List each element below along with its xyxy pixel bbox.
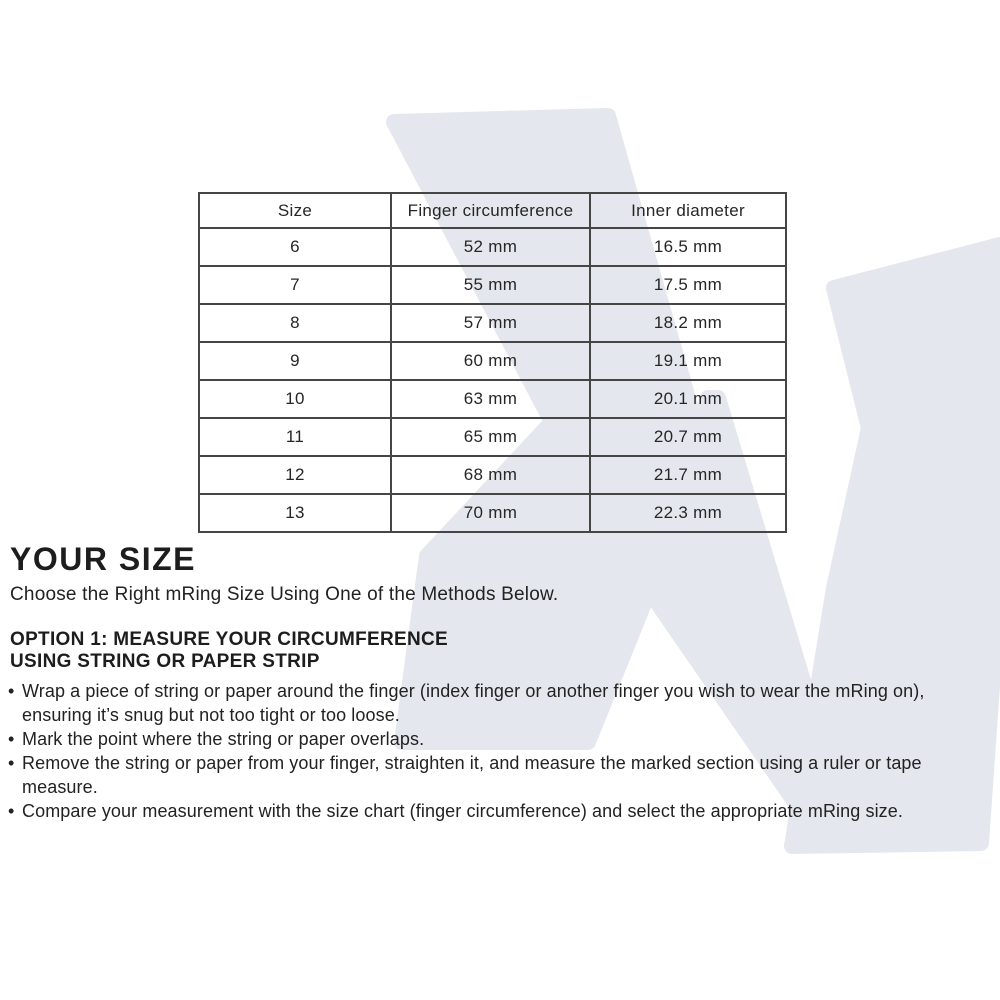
table-row — [199, 304, 786, 342]
table-row — [199, 228, 786, 266]
option1-heading-line2: USING STRING OR PAPER STRIP — [10, 651, 320, 672]
bullet-icon: • — [8, 801, 15, 821]
size-cell: 10 — [199, 380, 391, 418]
page-title: YOUR SIZE — [10, 541, 196, 577]
diameter-cell: 17.5 mm — [590, 266, 786, 304]
instruction-text: Wrap a piece of string or paper around the finger (index finger or another finger you wish to wear the mRing on), ensuring it’s snug but not too tight or too loose. — [22, 681, 925, 725]
circumference-cell: 65 mm — [391, 418, 590, 456]
instruction-text: Mark the point where the string or paper overlaps. — [22, 729, 425, 749]
size-chart — [198, 192, 787, 533]
diameter-cell: 18.2 mm — [590, 304, 786, 342]
circumference-cell: 68 mm — [391, 456, 590, 494]
circumference-cell: 52 mm — [391, 228, 590, 266]
bullet-icon: • — [8, 681, 15, 701]
size-cell: 7 — [199, 266, 391, 304]
diameter-cell: 22.3 mm — [590, 494, 786, 532]
table-row — [199, 380, 786, 418]
table-row — [199, 266, 786, 304]
list-item — [8, 727, 954, 751]
size-cell: 8 — [199, 304, 391, 342]
size-cell: 12 — [199, 456, 391, 494]
size-cell: 13 — [199, 494, 391, 532]
diameter-cell: 21.7 mm — [590, 456, 786, 494]
subtitle: Choose the Right mRing Size Using One of the Methods Below. — [10, 584, 559, 605]
diameter-cell: 19.1 mm — [590, 342, 786, 380]
circumference-cell: 57 mm — [391, 304, 590, 342]
header-size: Size — [199, 193, 391, 228]
option1-heading-line1: OPTION 1: MEASURE YOUR CIRCUMFERENCE — [10, 629, 448, 650]
bullet-icon: • — [8, 729, 15, 749]
diameter-cell: 20.7 mm — [590, 418, 786, 456]
table-row — [199, 418, 786, 456]
diameter-cell: 16.5 mm — [590, 228, 786, 266]
list-item — [8, 679, 954, 727]
circumference-cell: 63 mm — [391, 380, 590, 418]
instruction-text: Compare your measurement with the size chart (finger circumference) and select the appropriate mRing size. — [22, 801, 903, 821]
size-cell: 6 — [199, 228, 391, 266]
table-row — [199, 342, 786, 380]
header-finger-circumference: Finger circumference — [391, 193, 590, 228]
circumference-cell: 70 mm — [391, 494, 590, 532]
list-item — [8, 799, 954, 823]
instruction-list — [8, 679, 984, 823]
circumference-cell: 60 mm — [391, 342, 590, 380]
list-item — [8, 751, 954, 799]
size-cell: 9 — [199, 342, 391, 380]
table-row — [199, 456, 786, 494]
circumference-cell: 55 mm — [391, 266, 590, 304]
size-cell: 11 — [199, 418, 391, 456]
diameter-cell: 20.1 mm — [590, 380, 786, 418]
header-inner-diameter: Inner diameter — [590, 193, 786, 228]
table-row — [199, 494, 786, 532]
option1-heading — [10, 629, 448, 673]
instruction-text: Remove the string or paper from your finger, straighten it, and measure the marked section using a ruler or tape measure. — [22, 753, 922, 797]
bullet-icon: • — [8, 753, 15, 773]
size-chart-table — [198, 192, 787, 533]
table-header-row — [199, 193, 786, 228]
